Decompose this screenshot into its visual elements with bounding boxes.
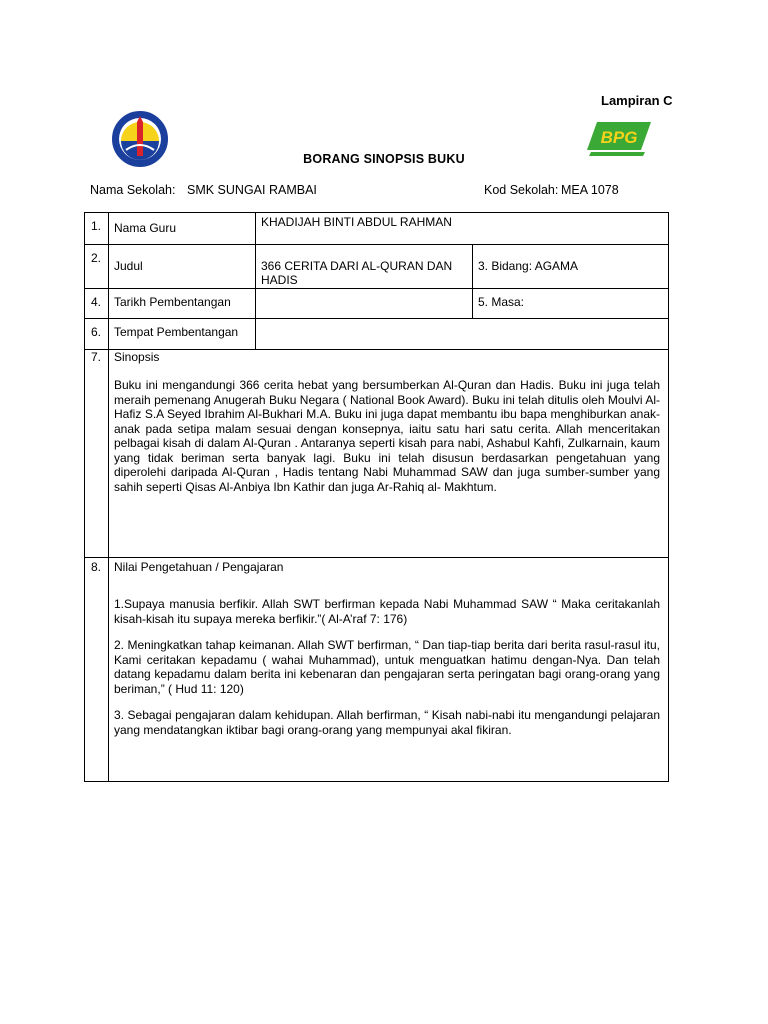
presentation-date-label: Tarikh Pembentangan	[109, 289, 256, 319]
value-paragraph-2: 2. Meningkatkan tahap keimanan. Allah SWT berfirman, “ Dan tiap-tiap berita dari berita rasul-rasul itu, Kami ceritakan kepadamu ( wahai Muhammad), untuk menguatkan hatimu dengan-Nya. Dan telah datang kepadamu dalam berita ini kebenaran dan pengajaran serta peringatan bagi orang-orang yang beriman,” ( Hud 11: 120)	[114, 638, 661, 696]
presentation-place-label: Tempat Pembentangan	[109, 319, 256, 350]
school-code-label: Kod Sekolah:	[484, 183, 559, 197]
table-row	[85, 289, 669, 319]
row-number: 7.	[85, 350, 109, 558]
school-code-value: MEA 1078	[561, 183, 619, 197]
table-row	[85, 213, 669, 245]
form-title: BORANG SINOPSIS BUKU	[303, 152, 465, 166]
row-number: 1.	[85, 213, 109, 245]
table-row	[85, 350, 669, 558]
bpg-logo-text: BPG	[600, 128, 638, 147]
values-section	[109, 558, 669, 782]
table-row	[85, 558, 669, 782]
time-label: 5. Masa:	[473, 289, 669, 319]
synopsis-text: Buku ini mengandungi 366 cerita hebat yang bersumberkan Al-Quran dan Hadis. Buku ini juga telah meraih pemenang Anugerah Buku Negara ( National Book Award). Buku ini telah ditulis oleh Moulvi Al-Hafiz S.A Seyed Ibrahim Al-Bukhari M.A. Buku ini juga dapat membantu ibu bapa menghiburkan anak-anak pada setipa malam sesuai dengan konsepnya, iaitu satu hari satu cerita. Allah menceritakan pelbagai kisah di dalam Al-Quran . Antaranya seperti kisah para nabi, Ashabul Kahfi, Zulkarnain, kaum yang tidak beriman serta banyak lagi. Buku ini telah disusun berdasarkan pengetahuan yang diperolehi daripada Al-Quran , Hadis tentang Nabi Muhammad SAW dan juga sumber-sumber yang sahih seperti Qisas Al-Anbiya Ibn Kathir dan juga Ar-Rahiq al- Makhtum.	[114, 378, 661, 494]
teacher-name-value: KHADIJAH BINTI ABDUL RAHMAN	[256, 213, 669, 245]
attachment-label: Lampiran C	[601, 93, 673, 108]
row-number: 8.	[85, 558, 109, 782]
teacher-name-label: Nama Guru	[109, 213, 256, 245]
presentation-place-value	[256, 319, 669, 350]
book-title-value: 366 CERITA DARI AL-QURAN DAN HADIS	[256, 245, 473, 289]
values-label: Nilai Pengetahuan / Pengajaran	[114, 560, 284, 574]
table-row	[85, 319, 669, 350]
school-name-value: SMK SUNGAI RAMBAI	[187, 183, 317, 197]
synopsis-label: Sinopsis	[114, 350, 160, 364]
field-value: 3. Bidang: AGAMA	[473, 245, 669, 289]
table-row	[85, 245, 669, 289]
row-number: 2.	[85, 245, 109, 289]
value-paragraph-1: 1.Supaya manusia berfikir. Allah SWT berfirman kepada Nabi Muhammad SAW “ Maka ceritakanlah kisah-kisah itu supaya mereka berfikir.”( Al-A’raf 7: 176)	[114, 597, 661, 626]
row-number: 4.	[85, 289, 109, 319]
presentation-date-value	[256, 289, 473, 319]
school-name-label: Nama Sekolah:	[90, 183, 176, 197]
synopsis-section	[109, 350, 669, 558]
title-label: Judul	[109, 245, 256, 289]
value-paragraph-3: 3. Sebagai pengajaran dalam kehidupan. Allah berfirman, “ Kisah nabi-nabi itu mengandungi pelajaran yang mendatangkan iktibar bagi orang-orang yang mempunyai akal fikiran.	[114, 708, 661, 737]
synopsis-form-table	[84, 212, 669, 782]
row-number: 6.	[85, 319, 109, 350]
